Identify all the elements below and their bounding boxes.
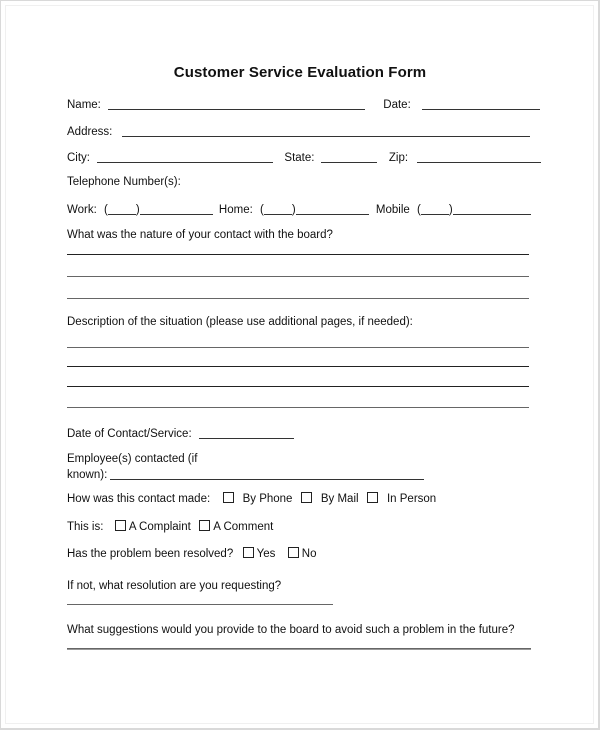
in-person-checkbox[interactable] <box>367 492 378 503</box>
address-label: Address: <box>67 126 113 138</box>
description-answer-line-2[interactable] <box>67 366 529 367</box>
suggestions-question <box>67 623 515 637</box>
resolution-answer-line[interactable] <box>67 604 333 605</box>
work-area-code-field[interactable] <box>108 203 136 215</box>
contact-method-label: How was this contact made: <box>67 493 211 505</box>
state-label: State: <box>284 152 315 164</box>
home-number-field[interactable] <box>296 203 369 215</box>
zip-label: Zip: <box>388 152 409 164</box>
description-label: Description of the situation (please use additional pages, if needed): <box>67 316 413 328</box>
employees-row-1 <box>67 452 197 466</box>
date-label: Date: <box>383 99 411 111</box>
zip-field[interactable] <box>417 151 541 163</box>
work-paren-open: ( <box>104 204 108 216</box>
mobile-paren-close: ) <box>448 204 453 216</box>
name-date-row <box>67 96 540 112</box>
resolved-yes-label: Yes <box>256 548 276 560</box>
work-number-field[interactable] <box>140 203 213 215</box>
telephone-heading <box>67 175 181 189</box>
home-paren-close: ) <box>291 204 296 216</box>
by-mail-checkbox[interactable] <box>301 492 312 503</box>
date-of-contact-row <box>67 425 294 441</box>
resolved-no-label: No <box>301 548 317 560</box>
name-label: Name: <box>67 99 101 111</box>
in-person-label: In Person <box>386 493 437 505</box>
home-area-code-field[interactable] <box>264 203 292 215</box>
name-field[interactable] <box>108 98 365 110</box>
telephone-label: Telephone Number(s): <box>67 176 181 188</box>
nature-label: What was the nature of your contact with the board? <box>67 229 333 241</box>
employees-field[interactable] <box>110 468 424 480</box>
nature-answer-line-1[interactable] <box>67 254 529 255</box>
address-field[interactable] <box>122 125 530 137</box>
description-answer-line-1[interactable] <box>67 347 529 348</box>
nature-answer-line-3[interactable] <box>67 298 529 299</box>
date-field[interactable] <box>422 98 540 110</box>
page-border <box>5 5 594 724</box>
this-is-row <box>67 520 273 534</box>
nature-answer-line-2[interactable] <box>67 276 529 277</box>
by-phone-label: By Phone <box>242 493 293 505</box>
resolution-label: If not, what resolution are you requesting? <box>67 580 282 592</box>
employees-label-line2: known): <box>67 469 108 481</box>
this-is-label: This is: <box>67 521 104 533</box>
description-answer-line-4[interactable] <box>67 407 529 408</box>
by-phone-checkbox[interactable] <box>223 492 234 503</box>
date-of-contact-field[interactable] <box>199 427 294 439</box>
work-label: Work: <box>67 204 97 216</box>
home-paren-open: ( <box>260 204 264 216</box>
resolved-no-checkbox[interactable] <box>288 547 299 558</box>
employees-label-line1: Employee(s) contacted (if <box>67 453 198 465</box>
resolution-question <box>67 579 281 593</box>
mobile-label: Mobile <box>375 204 410 216</box>
suggestions-label: What suggestions would you provide to the board to avoid such a problem in the future? <box>67 624 515 636</box>
mobile-area-code-field[interactable] <box>421 203 449 215</box>
comment-checkbox[interactable] <box>199 520 210 531</box>
form-title: Customer Service Evaluation Form <box>173 64 427 81</box>
employees-row-2 <box>67 466 424 482</box>
description-question <box>67 315 413 329</box>
by-mail-label: By Mail <box>320 493 359 505</box>
state-field[interactable] <box>321 151 377 163</box>
resolved-label: Has the problem been resolved? <box>67 548 234 560</box>
description-answer-line-3[interactable] <box>67 386 529 387</box>
contact-method-row <box>67 492 436 506</box>
suggestions-answer-line-2[interactable] <box>67 649 531 650</box>
phone-numbers-row <box>67 201 531 217</box>
complaint-label: A Complaint <box>128 521 191 533</box>
nature-question <box>67 228 333 242</box>
complaint-checkbox[interactable] <box>115 520 126 531</box>
city-field[interactable] <box>97 151 273 163</box>
city-state-zip-row <box>67 149 541 165</box>
date-of-contact-label: Date of Contact/Service: <box>67 428 192 440</box>
resolved-row <box>67 547 317 561</box>
city-label: City: <box>67 152 90 164</box>
comment-label: A Comment <box>213 521 274 533</box>
resolved-yes-checkbox[interactable] <box>243 547 254 558</box>
address-row <box>67 123 530 139</box>
mobile-paren-open: ( <box>416 204 421 216</box>
home-label: Home: <box>218 204 253 216</box>
mobile-number-field[interactable] <box>453 203 531 215</box>
work-paren-close: ) <box>135 204 140 216</box>
